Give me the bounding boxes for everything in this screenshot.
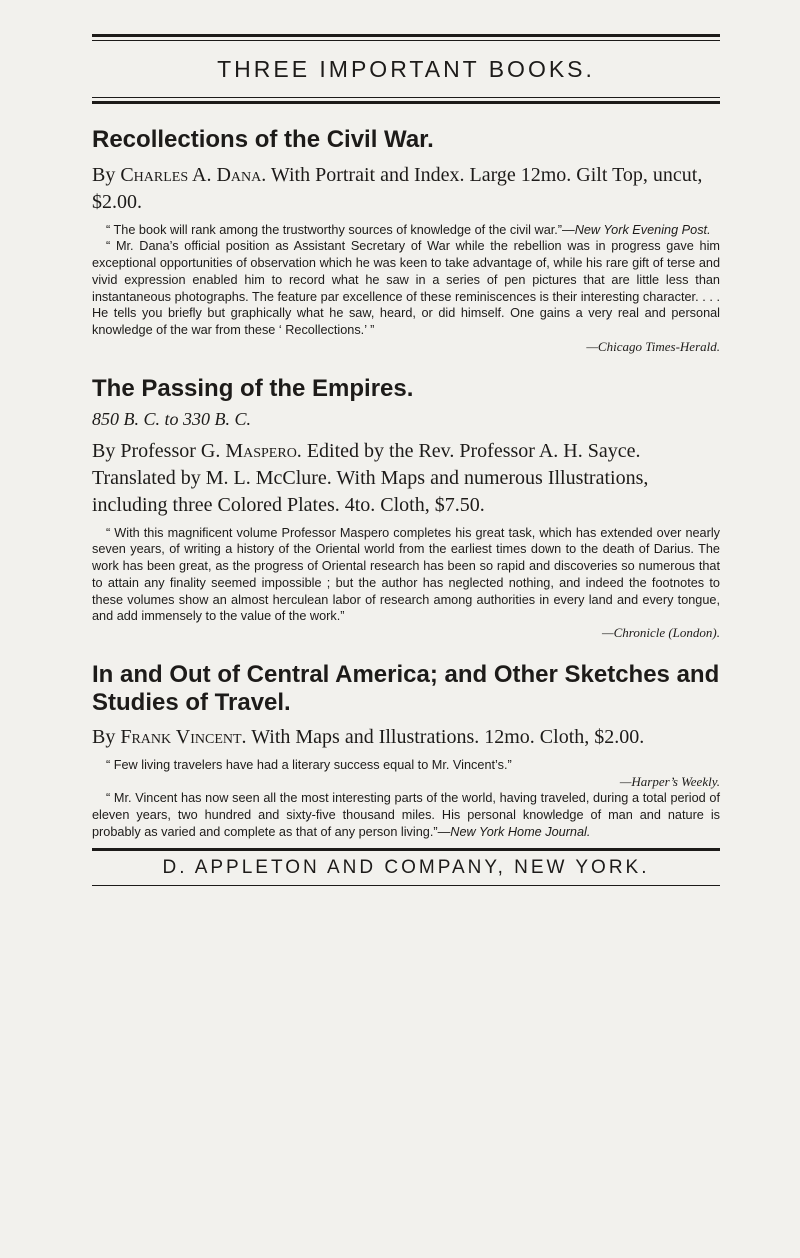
book-byline: By Frank Vincent. With Maps and Illustrations. 12mo. Cloth, $2.00. bbox=[92, 726, 645, 749]
review-quote: “ Mr. Dana’s official position as Assistant Secretary of War while the rebellion was in progress gave him exceptional opportunities of observation which he was keen to take advantage of, while his rare gift of terse and vivid expression enabled him to record what he saw in a series of pen pictures that are little less than instantaneous photographs. The feature par excellence of these reminiscences is their interesting character. . . . He tells you briefly but graphically what he saw, heard, or did himself. One gains a very real and personal knowledge of the war from these ‘ Recollections.’ ” bbox=[92, 239, 720, 338]
header-rule bbox=[92, 97, 720, 98]
book-title: The Passing of the Empires. bbox=[92, 374, 414, 402]
review-quote: “ Few living travelers have had a literary success equal to Mr. Vincent’s.” bbox=[106, 758, 512, 773]
review-source: —Chronicle (London). bbox=[602, 625, 720, 641]
book-details: With Maps and Illustrations. 12mo. Cloth, $2.00. bbox=[251, 726, 645, 749]
review-source: —Chicago Times-Herald. bbox=[586, 338, 720, 354]
review-source: —Harper’s Weekly. bbox=[619, 774, 720, 790]
review-quote: “ Mr. Vincent has now seen all the most interesting parts of the world, having traveled, during a total period of eleven years, two hundred and sixty-five thousand miles. His personal knowledge of man and nature is probably as varied and complete as that of any person living.”—New York Home Journal. bbox=[92, 791, 720, 839]
book-details: With Portrait and Index. Large 12mo. Gilt Top, uncut, $2.00. bbox=[92, 163, 703, 213]
review-source: New York Home Journal. bbox=[450, 824, 591, 839]
book-byline: By Professor G. Maspero. Edited by the Rev. Professor A. H. Sayce. Translated by M. L. McClure. With Maps and numerous Illustrations, including three Colored Plates. 4to. Cloth, $7.50. bbox=[92, 439, 649, 516]
book-period: 850 B. C. to 330 B. C. bbox=[92, 408, 252, 429]
book-title: Recollections of the Civil War. bbox=[92, 126, 434, 153]
top-rule-thin bbox=[92, 40, 720, 41]
book-entry bbox=[92, 661, 720, 840]
footer-rule bbox=[92, 848, 720, 851]
book-entry bbox=[92, 375, 720, 641]
top-rule bbox=[92, 34, 720, 37]
review-quote: “ The book will rank among the trustworthy sources of knowledge of the civil war.”—New York Evening Post. bbox=[106, 222, 711, 237]
book-author: Frank Vincent. bbox=[120, 726, 247, 749]
page-title: THREE IMPORTANT BOOKS. bbox=[217, 56, 595, 82]
book-details: Edited by the Rev. Professor A. H. Sayce. Translated by M. L. McClure. With Maps and numerous Illustrations, including three Colored Plates. 4to. Cloth, $7.50. bbox=[92, 439, 649, 516]
advertisement-page bbox=[92, 34, 720, 886]
publisher-imprint: D. APPLETON AND COMPANY, NEW YORK. bbox=[162, 857, 650, 879]
book-title: In and Out of Central America; and Other Sketches and Studies of Travel. bbox=[92, 661, 720, 716]
header-rule-thick bbox=[92, 101, 720, 104]
book-byline: By Charles A. Dana. With Portrait and Index. Large 12mo. Gilt Top, uncut, $2.00. bbox=[92, 163, 703, 213]
book-author: Charles A. Dana. bbox=[120, 163, 267, 186]
book-entry bbox=[92, 126, 720, 355]
footer-rule-thin bbox=[92, 885, 720, 886]
review-quote: “ With this magnificent volume Professor Maspero completes his great task, which has extended over nearly seven years, of writing a history of the Oriental world from the earliest times down to the death of Darius. The work has been great, as the progress of Oriental research has been so rapid and discoveries so numerous that to attain any finality seemed impossible ; but the author has neglected nothing, and indeed the footnotes to these volumes show an almost herculean labor of research among authorities in every land and every tongue, and add immensely to the value of the work.” bbox=[92, 525, 720, 624]
book-author: G. Maspero. bbox=[200, 439, 302, 462]
review-source: New York Evening Post. bbox=[574, 222, 711, 237]
